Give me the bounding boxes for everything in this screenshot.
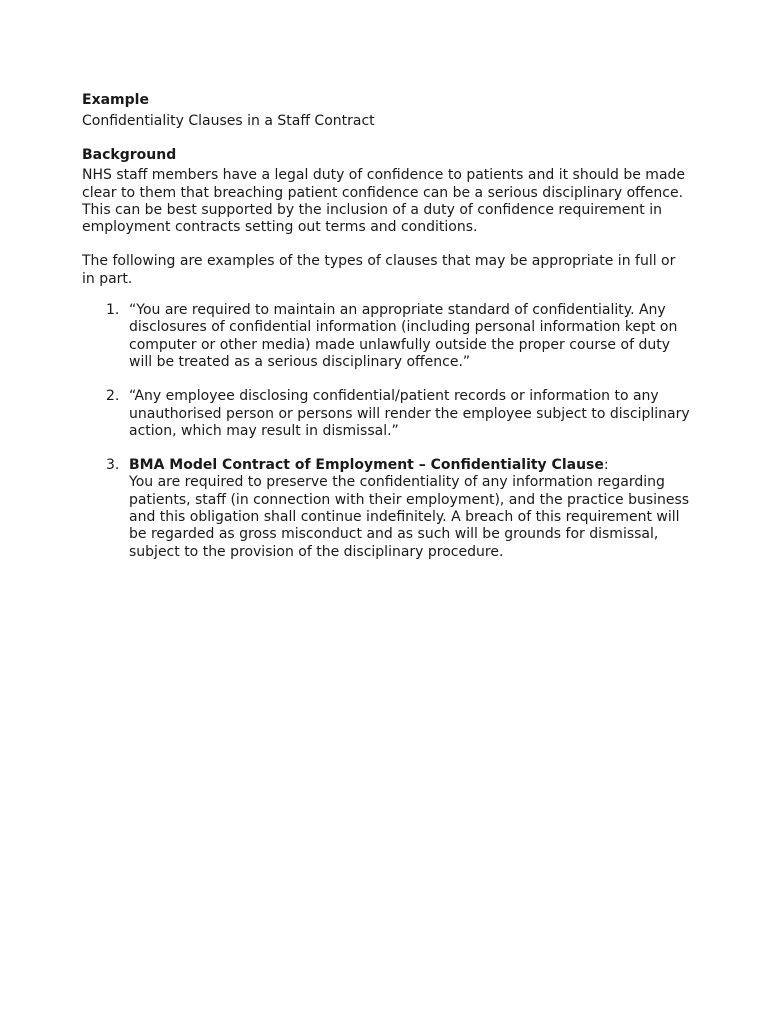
- heading-example: Example: [82, 92, 149, 108]
- clause-item-1: [82, 302, 692, 371]
- clause-number: 2.: [106, 388, 120, 405]
- document-subtitle: Confidentiality Clauses in a Staff Contract: [82, 113, 375, 129]
- clause-text: You are required to preserve the confidentiality of any information regarding patients, staff (in connection with their employment), and the practice business and this obligation shall continue indefinitely. A breach of this requirement will be regarded as gross misconduct and as such will be grounds for dismissal, subject to the provision of the disciplinary procedure.: [129, 474, 690, 560]
- heading-background: Background: [82, 147, 177, 164]
- clause-list: [82, 302, 692, 561]
- document-page: [82, 90, 692, 578]
- clause-body: [129, 457, 692, 561]
- clause-number: 1.: [106, 302, 120, 319]
- intro-paragraph: The following are examples of the types of clauses that may be appropriate in full or in part.: [82, 253, 676, 287]
- clause-text: “Any employee disclosing confidential/patient records or information to any unauthorised person or persons will render the employee subject to disciplinary action, which may result in dismissal.”: [129, 388, 690, 439]
- clause-title: BMA Model Contract of Employment – Confidentiality Clause: [129, 457, 604, 474]
- clause-item-3: [82, 457, 692, 561]
- clause-number: 3.: [106, 457, 120, 474]
- clause-title-suffix: :: [603, 457, 609, 474]
- background-paragraph: NHS staff members have a legal duty of confidence to patients and it should be made clear to them that breaching patient confidence can be a serious disciplinary offence. This can be best supported by the inclusion of a duty of confidence requirement in employment contracts setting out terms and conditions.: [82, 167, 686, 236]
- clause-item-2: [82, 388, 692, 440]
- clause-text: “You are required to maintain an appropriate standard of confidentiality. Any disclosures of confidential information (including personal information kept on computer or other media) made unlawfully outside the proper course of duty will be treated as a serious disciplinary offence.”: [129, 302, 678, 370]
